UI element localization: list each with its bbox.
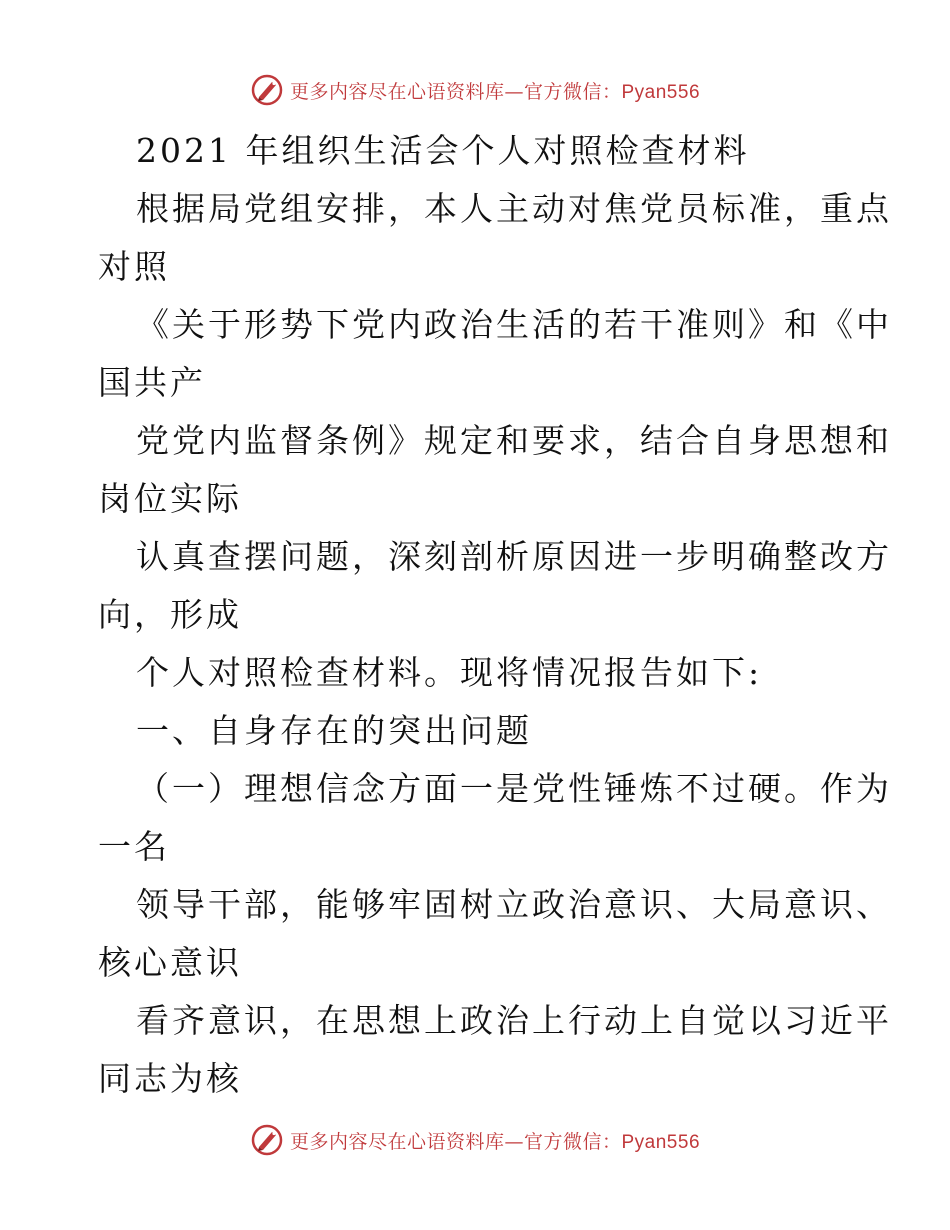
- watermark-text: 更多内容尽在心语资料库—官方微信：Pyan556: [289, 1130, 701, 1153]
- text-line: 同志为核: [98, 1059, 242, 1098]
- pen-logo-icon: [250, 1123, 284, 1157]
- text-line: 岗位实际: [98, 479, 242, 518]
- text-line: 向，形成: [98, 595, 242, 634]
- text-line: 对照: [98, 247, 170, 286]
- text-line: 认真查摆问题，深刻剖析原因进一步明确整改方: [136, 537, 892, 576]
- text-line: 党党内监督条例》规定和要求，结合自身思想和: [136, 421, 892, 460]
- footer-watermark: [0, 1120, 950, 1160]
- header-watermark: [0, 70, 950, 110]
- text-line: 一、自身存在的突出问题: [136, 711, 532, 750]
- text-line: 一名: [98, 827, 170, 866]
- text-line: 个人对照检查材料。现将情况报告如下:: [136, 653, 763, 692]
- text-line: 《关于形势下党内政治生活的若干准则》和《中: [136, 305, 892, 344]
- text-line: 领导干部，能够牢固树立政治意识、大局意识、: [136, 885, 892, 924]
- text-line: （一）理想信念方面一是党性锤炼不过硬。作为: [136, 769, 892, 808]
- text-line: 看齐意识，在思想上政治上行动上自觉以习近平: [136, 1001, 892, 1040]
- text-line: 核心意识: [98, 943, 242, 982]
- document-title: 2021 年组织生活会个人对照检查材料: [136, 131, 750, 170]
- text-line: 国共产: [98, 363, 206, 402]
- text-line: 根据局党组安排，本人主动对焦党员标准，重点: [136, 189, 892, 228]
- pen-logo-icon: [250, 73, 284, 107]
- document-body: [98, 122, 892, 1108]
- watermark-text: 更多内容尽在心语资料库—官方微信：Pyan556: [289, 80, 701, 103]
